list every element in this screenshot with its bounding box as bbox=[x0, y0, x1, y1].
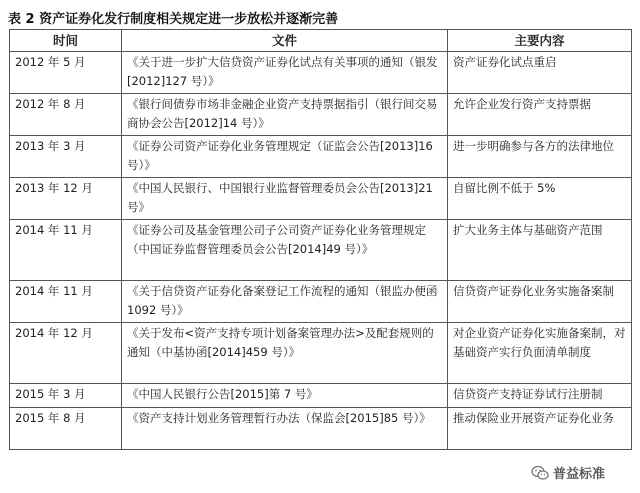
cell-document: 《银行间债券市场非金融企业资产支持票据指引（银行间交易商协会公告[2012]14 号）》 bbox=[122, 94, 448, 136]
cell-document: 《中国人民银行、中国银行业监督管理委员会公告[2013]21 号》 bbox=[122, 178, 448, 220]
cell-content: 信贷资产证券化业务实施备案制 bbox=[448, 281, 632, 323]
table-row bbox=[10, 220, 632, 281]
cell-content: 推动保险业开展资产证券化业务 bbox=[448, 408, 632, 450]
cell-document: 《中国人民银行公告[2015]第 7 号》 bbox=[122, 384, 448, 408]
wechat-icon bbox=[531, 465, 549, 481]
cell-time: 2015 年 3 月 bbox=[10, 384, 122, 408]
cell-time: 2014 年 11 月 bbox=[10, 220, 122, 281]
header-document: 文件 bbox=[122, 30, 448, 52]
cell-document: 《证券公司及基金管理公司子公司资产证券化业务管理规定（中国证券监督管理委员会公告[2014]49 号）》 bbox=[122, 220, 448, 281]
cell-document: 《关于进一步扩大信贷资产证券化试点有关事项的通知（银发[2012]127 号）》 bbox=[122, 52, 448, 94]
cell-content: 对企业资产证券化实施备案制，对基础资产实行负面清单制度 bbox=[448, 323, 632, 384]
table-header-row bbox=[10, 30, 632, 52]
table-row bbox=[10, 323, 632, 384]
cell-time: 2012 年 8 月 bbox=[10, 94, 122, 136]
table-row bbox=[10, 94, 632, 136]
table-row bbox=[10, 52, 632, 94]
table-row bbox=[10, 408, 632, 450]
cell-time: 2012 年 5 月 bbox=[10, 52, 122, 94]
cell-content: 进一步明确参与各方的法律地位 bbox=[448, 136, 632, 178]
cell-content: 扩大业务主体与基础资产范围 bbox=[448, 220, 632, 281]
table-row bbox=[10, 384, 632, 408]
table-row bbox=[10, 136, 632, 178]
cell-time: 2013 年 3 月 bbox=[10, 136, 122, 178]
watermark bbox=[528, 463, 608, 482]
cell-time: 2014 年 12 月 bbox=[10, 323, 122, 384]
table-caption: 表 2 资产证券化发行制度相关规定进一步放松并逐渐完善 bbox=[8, 12, 339, 27]
header-content: 主要内容 bbox=[448, 30, 632, 52]
cell-document: 《证券公司资产证券化业务管理规定（证监会公告[2013]16 号）》 bbox=[122, 136, 448, 178]
table-row bbox=[10, 178, 632, 220]
cell-document: 《关于发布<资产支持专项计划备案管理办法>及配套规则的通知（中基协函[2014]459 号）》 bbox=[122, 323, 448, 384]
header-time: 时间 bbox=[10, 30, 122, 52]
cell-document: 《资产支持计划业务管理暂行办法（保监会[2015]85 号）》 bbox=[122, 408, 448, 450]
table-row bbox=[10, 281, 632, 323]
regulation-table bbox=[9, 29, 632, 450]
cell-content: 信贷资产支持证券试行注册制 bbox=[448, 384, 632, 408]
cell-document: 《关于信贷资产证券化备案登记工作流程的通知（银监办便函 1092 号）》 bbox=[122, 281, 448, 323]
cell-content: 资产证券化试点重启 bbox=[448, 52, 632, 94]
cell-time: 2014 年 11 月 bbox=[10, 281, 122, 323]
watermark-text: 普益标准 bbox=[553, 467, 606, 482]
cell-content: 允许企业发行资产支持票据 bbox=[448, 94, 632, 136]
cell-time: 2015 年 8 月 bbox=[10, 408, 122, 450]
cell-time: 2013 年 12 月 bbox=[10, 178, 122, 220]
cell-content: 自留比例不低于 5% bbox=[448, 178, 632, 220]
